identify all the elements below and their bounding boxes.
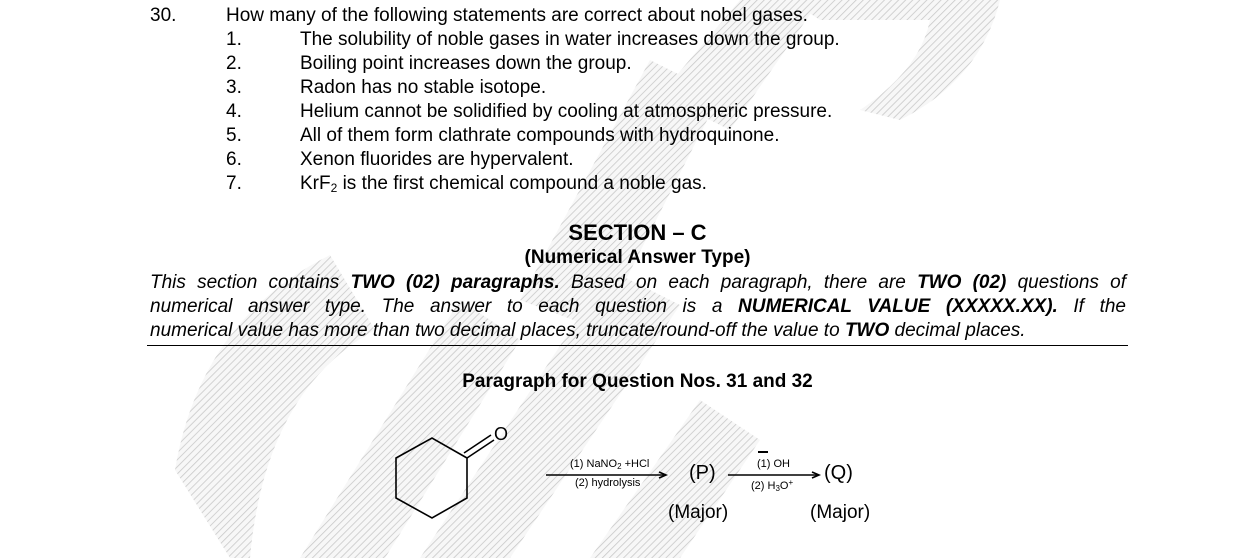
instruction-line — [150, 271, 1126, 295]
statement-number: 5. — [226, 125, 242, 146]
reagent-text: (1) NaNO — [570, 458, 618, 470]
instruction-emphasis: TWO (02) — [917, 272, 1007, 293]
reagent-subscript: 3 — [775, 484, 780, 493]
instruction-text: If the — [1057, 296, 1126, 317]
instruction-line — [150, 295, 1126, 319]
statement-number: 3. — [226, 77, 242, 98]
instruction-text: questions of — [1006, 272, 1126, 293]
reagent-step2-bottom — [751, 478, 793, 493]
reagent-step1-top — [570, 458, 649, 471]
product-q: (Q) — [824, 462, 853, 484]
statement-text: The solubility of noble gases in water increases down the group. — [300, 29, 840, 50]
section-subtitle: (Numerical Answer Type) — [524, 247, 751, 268]
reagent-step2-top: (1) OH — [757, 458, 790, 470]
statement-number: 4. — [226, 101, 242, 122]
reagent-text: O — [779, 480, 789, 492]
formula-subscript: 2 — [330, 181, 338, 195]
major-label-q: (Major) — [810, 502, 871, 523]
section-instructions — [150, 271, 1126, 343]
statement-text: Boiling point increases down the group. — [300, 53, 632, 74]
reagent-text: (2) H — [751, 480, 776, 492]
statement-number: 2. — [226, 53, 242, 74]
horizontal-divider — [147, 345, 1128, 346]
instruction-text: decimal places. — [889, 320, 1026, 341]
formula-krf: KrF — [300, 173, 331, 194]
reagent-text: +HCl — [621, 458, 650, 470]
major-label-p: (Major) — [668, 502, 729, 523]
reagent-superscript: + — [788, 478, 794, 487]
instruction-text: This section contains — [150, 272, 351, 293]
paragraph-title: Paragraph for Question Nos. 31 and 32 — [462, 371, 813, 392]
question-text: How many of the following statements are correct about nobel gases. — [226, 5, 808, 26]
statement-text: Radon has no stable isotope. — [300, 77, 547, 98]
instruction-text: numerical answer type. The answer to each question is a — [150, 296, 739, 317]
instruction-line — [150, 319, 1126, 343]
statement-text: All of them form clathrate compounds with hydroquinone. — [300, 125, 780, 146]
instruction-emphasis: TWO — [844, 320, 890, 341]
reagent-subscript: 2 — [617, 462, 622, 471]
instruction-emphasis: TWO (02) paragraphs. — [350, 272, 560, 293]
instruction-text: Based on each paragraph, there are — [559, 272, 918, 293]
statement-number: 1. — [226, 29, 242, 50]
statement-number: 7. — [226, 173, 242, 194]
statement-text-rest: is the first chemical compound a noble gas. — [337, 173, 707, 194]
reagent-step1-bottom: (2) hydrolysis — [575, 477, 641, 489]
section-title: SECTION – C — [568, 220, 707, 245]
statement-number: 6. — [226, 149, 242, 170]
question-number: 30. — [150, 5, 177, 26]
statement-text: Xenon fluorides are hypervalent. — [300, 149, 574, 170]
cyclohexanone-ring — [396, 438, 467, 518]
instruction-text: numerical value has more than two decimal places, truncate/round-off the value to — [150, 320, 845, 341]
oxygen-atom: O — [494, 424, 509, 444]
product-p: (P) — [689, 462, 716, 484]
instruction-emphasis: NUMERICAL VALUE (XXXXX.XX). — [738, 296, 1058, 317]
statement-text: Helium cannot be solidified by cooling at atmospheric pressure. — [300, 101, 833, 122]
statement-text — [300, 173, 707, 195]
